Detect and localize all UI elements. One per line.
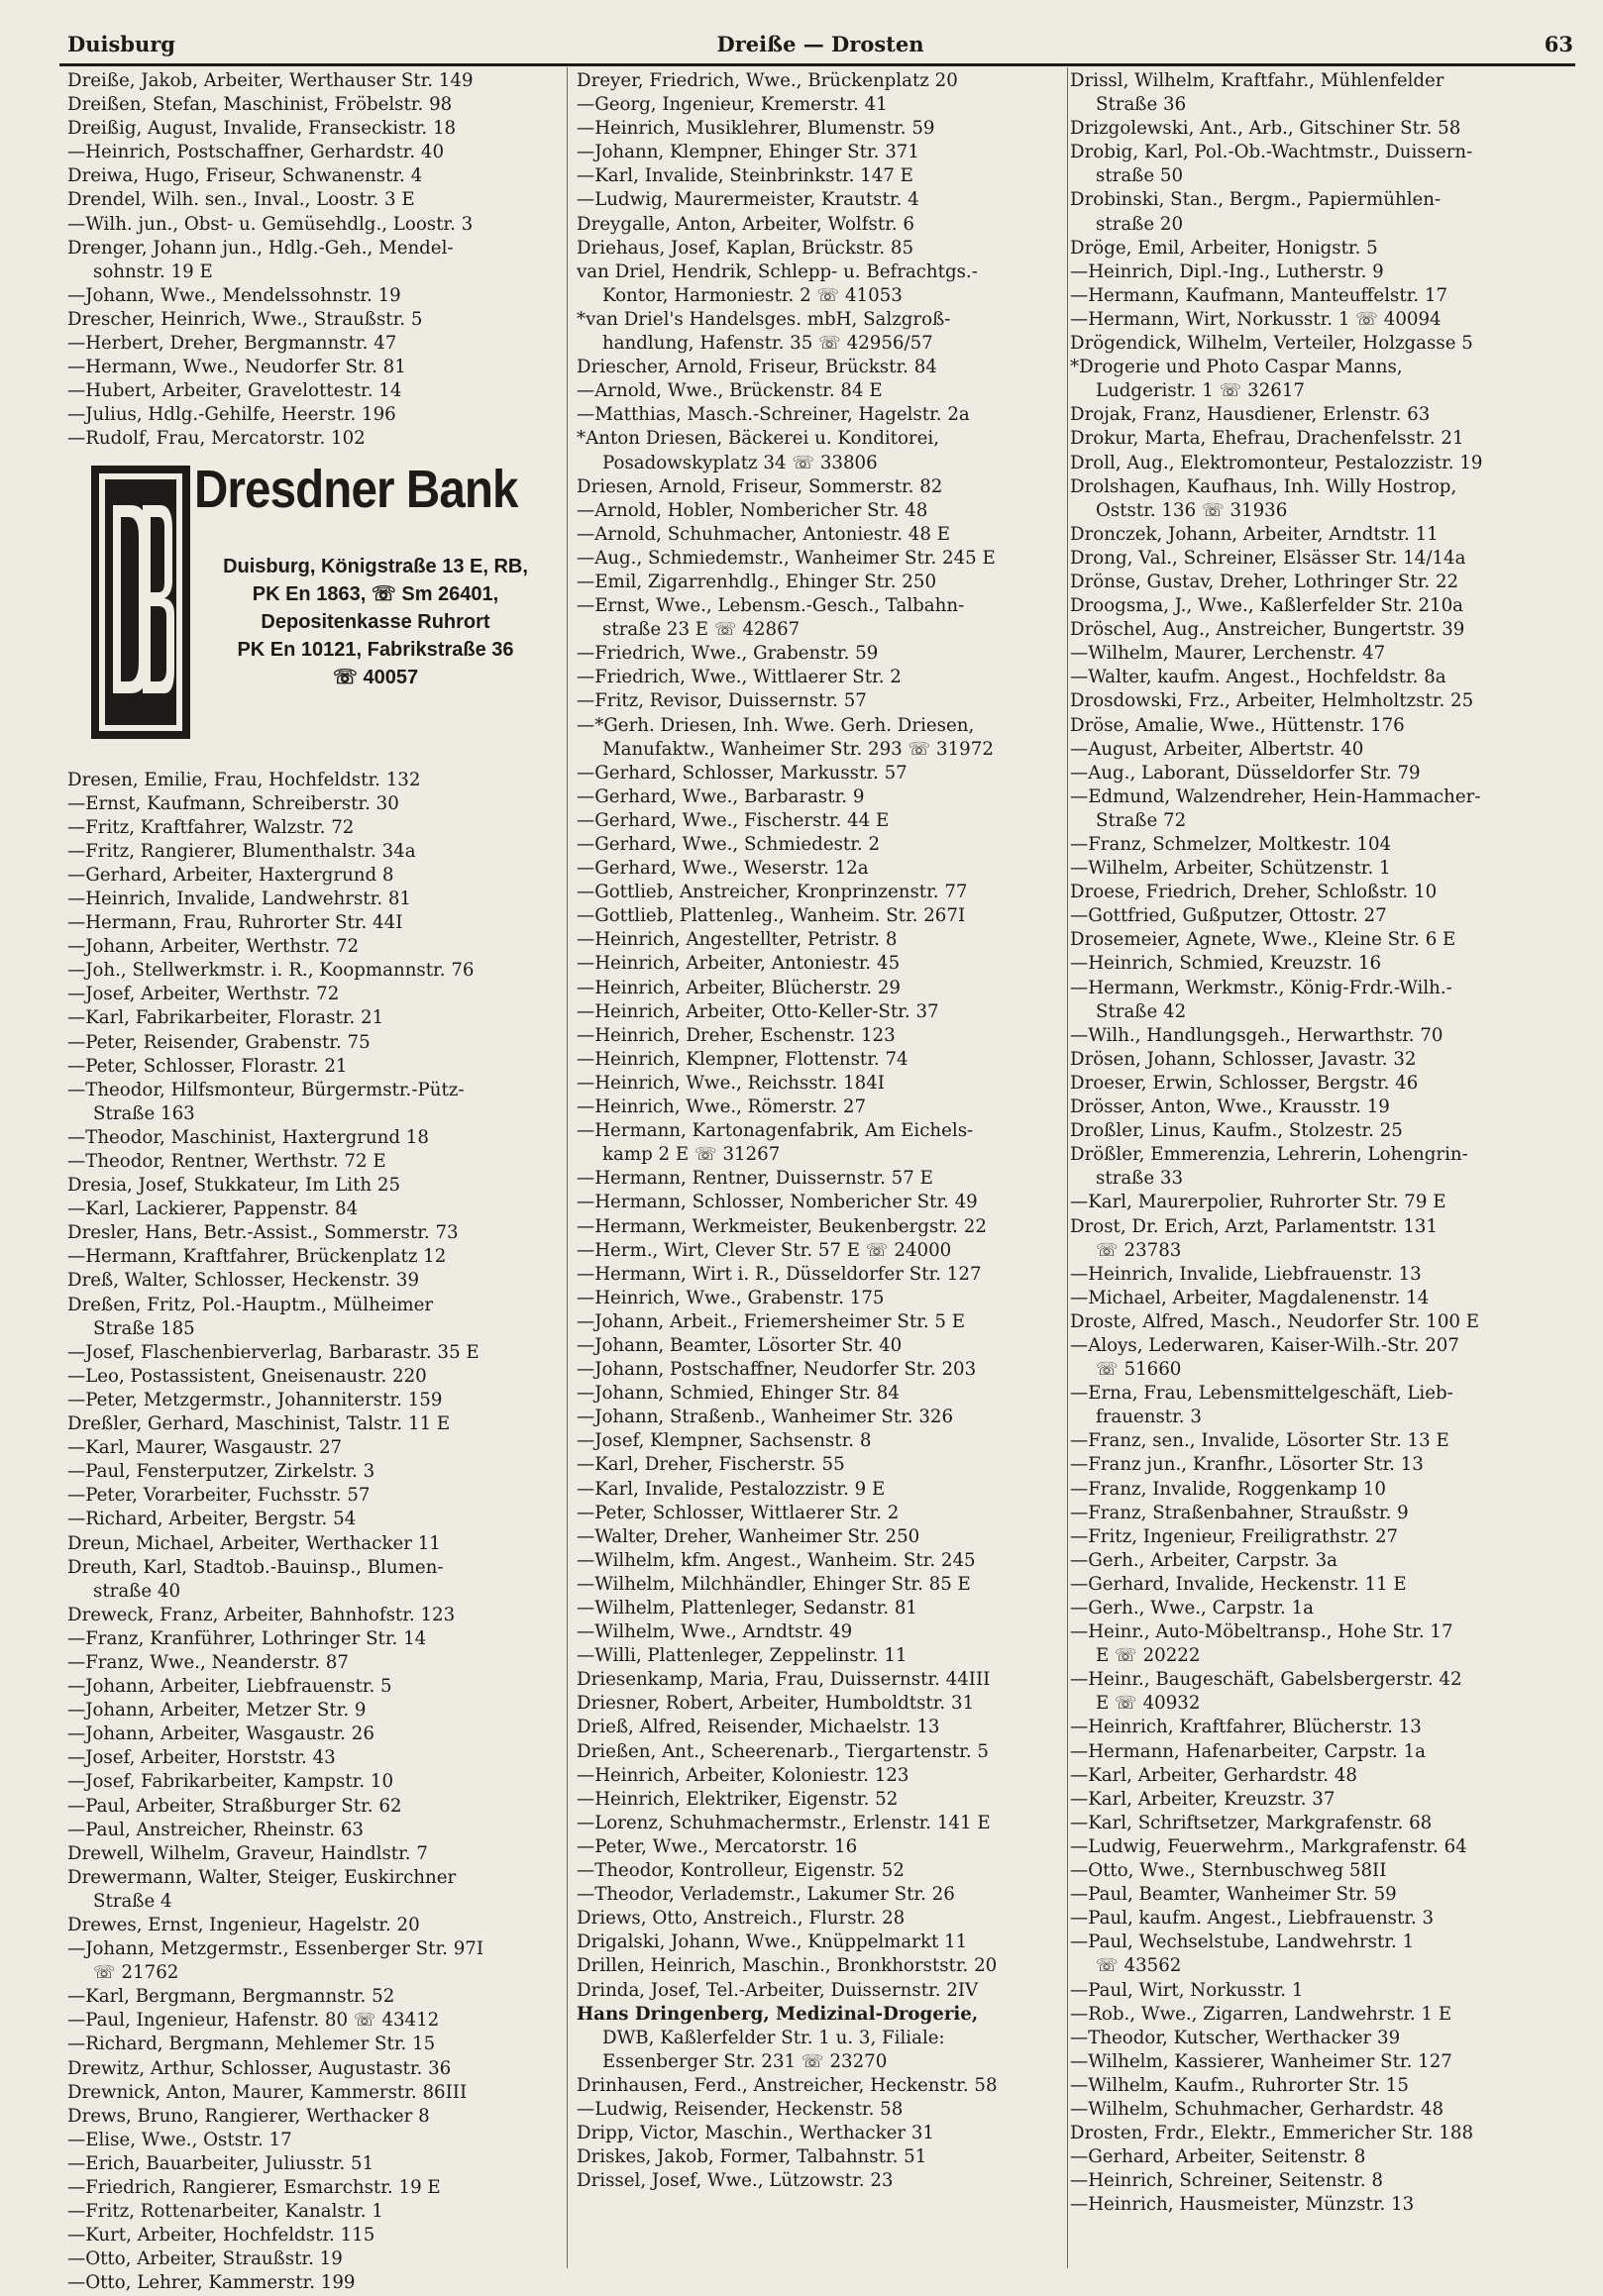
directory-entry: straße 33 (1096, 1168, 1184, 1190)
directory-entry: —Walter, kaufm. Angest., Hochfeldstr. 8a (1070, 667, 1446, 688)
directory-entry: —Karl, Maurerpolier, Ruhrorter Str. 79 E (1070, 1192, 1446, 1213)
directory-entry: Droeser, Erwin, Schlosser, Bergstr. 46 (1070, 1072, 1419, 1094)
directory-entry: Drendel, Wilh. sen., Inval., Loostr. 3 E (67, 189, 415, 211)
directory-entry: —Karl, Fabrikarbeiter, Florastr. 21 (67, 1007, 384, 1029)
directory-entry: straße 50 (1096, 165, 1184, 187)
directory-entry: Dreyer, Friedrich, Wwe., Brückenplatz 20 (577, 70, 958, 91)
directory-entry: —Karl, Arbeiter, Kreuzstr. 37 (1070, 1788, 1336, 1810)
directory-entry: Hans Dringenberg, Medizinal-Drogerie, (577, 2003, 979, 2025)
directory-entry: —Heinrich, Dipl.-Ing., Lutherstr. 9 (1070, 261, 1384, 282)
directory-entry: van Driel, Hendrik, Schlepp- u. Befrachtgs.- (577, 261, 978, 282)
directory-entry: —Johann, Klempner, Ehinger Str. 371 (577, 142, 919, 163)
directory-entry: —Gerhard, Wwe., Barbarastr. 9 (577, 785, 865, 807)
directory-entry: —Rob., Wwe., Zigarren, Landwehrstr. 1 E (1070, 2003, 1452, 2025)
directory-entry: —Otto, Wwe., Sternbuschweg 58II (1070, 1860, 1387, 1882)
directory-entry: —Franz jun., Kranfhr., Lösorter Str. 13 (1070, 1454, 1424, 1476)
directory-entry: —Hermann, Kartonagenfabrik, Am Eichels- (577, 1120, 974, 1142)
directory-entry: Drinda, Josef, Tel.-Arbeiter, Duissernstr. 2IV (577, 1979, 979, 2001)
directory-entry: —Julius, Hdlg.-Gehilfe, Heerstr. 196 (67, 404, 396, 426)
directory-entry: —Walter, Dreher, Wanheimer Str. 250 (577, 1525, 920, 1547)
directory-entry: —Richard, Arbeiter, Bergstr. 54 (67, 1509, 357, 1530)
directory-entry: —Karl, Arbeiter, Gerhardstr. 48 (1070, 1764, 1357, 1786)
directory-entry: —Gerhard, Schlosser, Markusstr. 57 (577, 762, 908, 783)
directory-entry: Dreßler, Gerhard, Maschinist, Talstr. 11 E (67, 1413, 451, 1435)
column-1 (67, 69, 557, 2294)
directory-entry: —Karl, Invalide, Pestalozzistr. 9 E (577, 1478, 886, 1500)
directory-entry: —Heinrich, Invalide, Liebfrauenstr. 13 (1070, 1263, 1422, 1285)
directory-entry: Dröschel, Aug., Anstreicher, Bungertstr. 39 (1070, 619, 1465, 641)
header-range: Dreiße — Drosten (716, 32, 924, 56)
directory-entry: ☏ 23783 (1096, 1239, 1182, 1261)
directory-entry: E ☏ 20222 (1096, 1645, 1201, 1667)
directory-entry: —Wilhelm, Kaufm., Ruhrorter Str. 15 (1070, 2074, 1409, 2096)
directory-entry: —Herbert, Dreher, Bergmannstr. 47 (67, 333, 397, 355)
directory-entry: —Karl, Bergmann, Bergmannstr. 52 (67, 1986, 395, 2008)
directory-entry: straße 20 (1096, 213, 1184, 235)
directory-entry: Drieß, Alfred, Reisender, Michaelstr. 13 (577, 1717, 940, 1738)
directory-entry: —Ludwig, Maurermeister, Krautstr. 4 (577, 189, 919, 211)
directory-entry: —Paul, Wirt, Norkusstr. 1 (1070, 1979, 1304, 2001)
directory-entry: —Hermann, Werkmstr., König-Frdr.-Wilh.- (1070, 977, 1452, 998)
directory-entry: Drosemeier, Agnete, Wwe., Kleine Str. 6 E (1070, 929, 1456, 951)
directory-entry: —Johann, Arbeiter, Metzer Str. 9 (67, 1700, 367, 1722)
directory-entry: *Drogerie und Photo Caspar Manns, (1070, 357, 1403, 378)
directory-entry: —Theodor, Rentner, Werthstr. 72 E (67, 1151, 386, 1172)
directory-entry: Drokur, Marta, Ehefrau, Drachenfelsstr. 21 (1070, 428, 1464, 450)
directory-entry: —Aug., Schmiedemstr., Wanheimer Str. 245 E (577, 547, 996, 569)
dresdner-bank-logo-icon (91, 466, 190, 739)
directory-entry: Drießen, Ant., Scheerenarb., Tiergartenstr. 5 (577, 1740, 989, 1762)
directory-entry: ☏ 43562 (1096, 1955, 1182, 1977)
directory-entry: Dreß, Walter, Schlosser, Heckenstr. 39 (67, 1270, 420, 1292)
directory-entry: Dreiwa, Hugo, Friseur, Schwanenstr. 4 (67, 165, 423, 187)
directory-entry: —Hermann, Hafenarbeiter, Carpstr. 1a (1070, 1740, 1426, 1762)
directory-entry: Posadowskyplatz 34 ☏ 33806 (602, 452, 878, 473)
directory-entry: Drewell, Wilhelm, Graveur, Haindlstr. 7 (67, 1842, 428, 1864)
directory-entry: —Gerhard, Wwe., Fischerstr. 44 E (577, 809, 890, 831)
directory-entry: Driesner, Robert, Arbeiter, Humboldtstr. 31 (577, 1693, 975, 1715)
directory-entry: Dreiße, Jakob, Arbeiter, Werthauser Str. 149 (67, 70, 474, 91)
ad-line: PK En 1863, ☏ Sm 26401, (252, 582, 499, 605)
directory-entry: —Wilhelm, Milchhändler, Ehinger Str. 85 E (577, 1573, 971, 1595)
directory-entry: Drögendick, Wilhelm, Verteiler, Holzgasse 5 (1070, 333, 1473, 355)
directory-entry: —Theodor, Kutscher, Werthacker 39 (1070, 2027, 1401, 2048)
directory-entry: *van Driel's Handelsges. mbH, Salzgroß- (577, 308, 951, 330)
directory-entry: Manufaktw., Wanheimer Str. 293 ☏ 31972 (602, 738, 994, 760)
directory-entry: Drong, Val., Schreiner, Elsässer Str. 14/14a (1070, 547, 1466, 569)
directory-entry: —Karl, Schriftsetzer, Markgrafenstr. 68 (1070, 1812, 1433, 1833)
directory-entry: —Josef, Klempner, Sachsenstr. 8 (577, 1430, 872, 1452)
directory-entry: Dreuth, Karl, Stadtob.-Bauinsp., Blumen- (67, 1556, 444, 1578)
directory-entry: —Josef, Arbeiter, Horststr. 43 (67, 1747, 336, 1769)
directory-entry: —Hermann, Kaufmann, Manteuffelstr. 17 (1070, 284, 1448, 306)
directory-entry: straße 40 (93, 1580, 181, 1602)
directory-entry: —Gerhard, Wwe., Schmiedestr. 2 (577, 834, 881, 855)
directory-entry: Dreißen, Stefan, Maschinist, Fröbelstr. 98 (67, 94, 453, 116)
directory-entry: —Heinrich, Wwe., Reichsstr. 184I (577, 1072, 885, 1094)
directory-entry: —Peter, Metzgermstr., Johanniterstr. 159 (67, 1389, 443, 1410)
directory-entry: —Matthias, Masch.-Schreiner, Hagelstr. 2a (577, 404, 970, 426)
directory-entry: —Arnold, Schuhmacher, Antoniestr. 48 E (577, 523, 950, 545)
directory-entry: —Wilhelm, Arbeiter, Schützenstr. 1 (1070, 858, 1391, 880)
directory-entry: —Lorenz, Schuhmachermstr., Erlenstr. 141 E (577, 1812, 991, 1833)
ad-line: ☏ 40057 (332, 666, 419, 688)
directory-entry: —Fritz, Ingenieur, Freiligrathstr. 27 (1070, 1525, 1399, 1547)
directory-entry: —Paul, Wechselstube, Landwehrstr. 1 (1070, 1931, 1415, 1953)
directory-entry: Ludgeristr. 1 ☏ 32617 (1096, 380, 1305, 402)
directory-entry: Essenberger Str. 231 ☏ 23270 (602, 2050, 888, 2072)
directory-entry: —Wilhelm, Wwe., Arndtstr. 49 (577, 1621, 853, 1643)
column-2 (577, 69, 1064, 2268)
directory-entry: Drissl, Wilhelm, Kraftfahr., Mühlenfelder (1070, 70, 1444, 91)
directory-entry: —Paul, Anstreicher, Rheinstr. 63 (67, 1819, 364, 1840)
directory-entry: —Hermann, Frau, Ruhrorter Str. 44I (67, 912, 403, 934)
directory-entry: —Karl, Maurer, Wasgaustr. 27 (67, 1437, 343, 1459)
directory-entry: —Heinrich, Postschaffner, Gerhardstr. 40 (67, 142, 445, 163)
directory-entry: —Richard, Bergmann, Mehlemer Str. 15 (67, 2034, 436, 2055)
directory-entry: Kontor, Harmoniestr. 2 ☏ 41053 (602, 284, 903, 306)
directory-entry: Drissel, Josef, Wwe., Lützowstr. 23 (577, 2170, 894, 2192)
directory-entry: Drosdowski, Frz., Arbeiter, Helmholtzstr. 25 (1070, 690, 1474, 712)
directory-entry: —Willi, Plattenleger, Zeppelinstr. 11 (577, 1645, 908, 1667)
directory-entry: —Aloys, Lederwaren, Kaiser-Wilh.-Str. 207 (1070, 1334, 1459, 1356)
directory-entry: Drosten, Frdr., Elektr., Emmericher Str. 188 (1070, 2123, 1474, 2144)
directory-entry: Dripp, Victor, Maschin., Werthacker 31 (577, 2123, 934, 2144)
directory-entry: handlung, Hafenstr. 35 ☏ 42956/57 (602, 333, 933, 355)
directory-entry: —Peter, Schlosser, Wittlaerer Str. 2 (577, 1502, 900, 1523)
ad-line: Depositenkasse Ruhrort (261, 610, 490, 633)
column-2-entries (577, 69, 1064, 2193)
directory-entry: Dreygalle, Anton, Arbeiter, Wolfstr. 6 (577, 213, 914, 235)
directory-entry: —Joh., Stellwerkmstr. i. R., Koopmannstr. 76 (67, 960, 475, 982)
directory-entry: Drojak, Franz, Hausdiener, Erlenstr. 63 (1070, 404, 1431, 426)
directory-entry: —Heinrich, Wwe., Grabenstr. 175 (577, 1287, 885, 1308)
directory-entry: —Johann, Arbeiter, Wasgaustr. 26 (67, 1723, 374, 1745)
directory-entry: Drenger, Johann jun., Hdlg.-Geh., Mendel- (67, 237, 454, 259)
directory-entry: —Heinrich, Wwe., Römerstr. 27 (577, 1096, 867, 1118)
directory-entry: Drewes, Ernst, Ingenieur, Hagelstr. 20 (67, 1915, 420, 1935)
header-city: Duisburg (67, 32, 175, 56)
directory-entry: —Gerh., Wwe., Carpstr. 1a (1070, 1598, 1315, 1618)
directory-entry: Drizgolewski, Ant., Arb., Gitschiner Str. 58 (1070, 118, 1461, 140)
directory-entry: —Heinrich, Arbeiter, Otto-Keller-Str. 37 (577, 1000, 939, 1022)
directory-entry: —Hermann, Rentner, Duissernstr. 57 E (577, 1168, 933, 1190)
directory-entry: —Wilh., Handlungsgeh., Herwarthstr. 70 (1070, 1024, 1443, 1046)
ad-line: PK En 10121, Fabrikstraße 36 (237, 638, 514, 661)
directory-entry: —Johann, Beamter, Lösorter Str. 40 (577, 1334, 903, 1356)
directory-entry: Drewermann, Walter, Steiger, Euskirchner (67, 1866, 457, 1888)
directory-entry: —Heinr., Baugeschäft, Gabelsbergerstr. 42 (1070, 1669, 1462, 1691)
directory-entry: —Peter, Wwe., Mercatorstr. 16 (577, 1835, 858, 1857)
directory-entry: —Heinr., Auto-Möbeltransp., Hohe Str. 17 (1070, 1621, 1453, 1643)
directory-entry: *Anton Driesen, Bäckerei u. Konditorei, (577, 428, 939, 450)
directory-entry: —Erich, Bauarbeiter, Juliusstr. 51 (67, 2152, 374, 2174)
column-3-entries (1070, 69, 1577, 2217)
directory-entry: —Hermann, Schlosser, Nombericher Str. 49 (577, 1192, 978, 1213)
directory-entry: —Heinrich, Klempner, Flottenstr. 74 (577, 1048, 908, 1070)
directory-entry: Dreweck, Franz, Arbeiter, Bahnhofstr. 123 (67, 1604, 456, 1625)
directory-entry: Drobig, Karl, Pol.-Ob.-Wachtmstr., Duissern- (1070, 142, 1473, 163)
directory-entry: —Paul, Arbeiter, Straßburger Str. 62 (67, 1795, 402, 1817)
directory-entry: —Ludwig, Reisender, Heckenstr. 58 (577, 2098, 904, 2120)
directory-entry: Dresler, Hans, Betr.-Assist., Sommerstr. 73 (67, 1222, 459, 1244)
directory-entry: —Fritz, Revisor, Duissernstr. 57 (577, 690, 867, 712)
directory-entry: —Peter, Schlosser, Florastr. 21 (67, 1055, 348, 1077)
directory-entry: —Aug., Laborant, Düsseldorfer Str. 79 (1070, 762, 1421, 783)
directory-entry: Droste, Alfred, Masch., Neudorfer Str. 100 E (1070, 1310, 1480, 1332)
directory-entry: —Franz, sen., Invalide, Lösorter Str. 13 E (1070, 1430, 1449, 1452)
directory-entry: —Emil, Zigarrenhdlg., Ehinger Str. 250 (577, 571, 937, 592)
directory-entry: —Heinrich, Dreher, Eschenstr. 123 (577, 1024, 896, 1046)
directory-entry: —Theodor, Kontrolleur, Eigenstr. 52 (577, 1860, 905, 1882)
directory-entry: —Gerhard, Invalide, Heckenstr. 11 E (1070, 1573, 1407, 1595)
directory-entry: Drösser, Anton, Wwe., Krausstr. 19 (1070, 1096, 1390, 1118)
directory-entry: —Theodor, Hilfsmonteur, Bürgermstr.-Pütz- (67, 1079, 465, 1100)
directory-entry: —Fritz, Kraftfahrer, Walzstr. 72 (67, 816, 355, 838)
directory-entry: frauenstr. 3 (1096, 1407, 1202, 1428)
directory-entry: Drews, Bruno, Rangierer, Werthacker 8 (67, 2105, 430, 2127)
directory-entry: Drösen, Johann, Schlosser, Javastr. 32 (1070, 1048, 1417, 1070)
directory-entry: Dreißig, August, Invalide, Franseckistr. 18 (67, 118, 457, 140)
directory-entry: Drolshagen, Kaufhaus, Inh. Willy Hostrop, (1070, 475, 1457, 497)
directory-entry: —Peter, Reisender, Grabenstr. 75 (67, 1031, 371, 1053)
directory-entry: —Peter, Vorarbeiter, Fuchsstr. 57 (67, 1485, 371, 1507)
column-divider (1067, 67, 1068, 2268)
directory-entry: Dresen, Emilie, Frau, Hochfeldstr. 132 (67, 769, 421, 790)
directory-entry: —Georg, Ingenieur, Kremerstr. 41 (577, 94, 888, 116)
directory-entry: —Theodor, Maschinist, Haxtergrund 18 (67, 1126, 429, 1148)
directory-entry: —*Gerh. Driesen, Inh. Wwe. Gerh. Driesen, (577, 714, 975, 736)
directory-entry: —Hubert, Arbeiter, Gravelottestr. 14 (67, 380, 402, 402)
directory-entry: —Wilh. jun., Obst- u. Gemüsehdlg., Loostr. 3 (67, 213, 474, 235)
directory-entry: —Hermann, Wwe., Neudorfer Str. 81 (67, 357, 406, 378)
directory-entry: —Heinrich, Musiklehrer, Blumenstr. 59 (577, 118, 935, 140)
directory-entry: Drößler, Emmerenzia, Lehrerin, Lohengrin- (1070, 1144, 1468, 1166)
directory-entry: —Josef, Fabrikarbeiter, Kampstr. 10 (67, 1771, 394, 1793)
directory-entry: Dröge, Emil, Arbeiter, Honigstr. 5 (1070, 237, 1378, 259)
directory-entry: Straße 4 (93, 1890, 172, 1912)
directory-entry: —Wilhelm, Maurer, Lerchenstr. 47 (1070, 643, 1386, 665)
directory-entry: —Wilhelm, kfm. Angest., Wanheim. Str. 245 (577, 1549, 976, 1571)
directory-entry: kamp 2 E ☏ 31267 (602, 1144, 781, 1166)
directory-entry: —Edmund, Walzendreher, Hein-Hammacher- (1070, 785, 1481, 807)
directory-entry: Straße 72 (1096, 809, 1187, 831)
directory-entry: Straße 163 (93, 1102, 195, 1124)
directory-entry: —Arnold, Wwe., Brückenstr. 84 E (577, 380, 883, 402)
directory-entry: Dronczek, Johann, Arbeiter, Arndtstr. 11 (1070, 523, 1439, 545)
directory-entry: —Friedrich, Rangierer, Esmarchstr. 19 E (67, 2177, 441, 2199)
dresdner-bank-ad (67, 459, 557, 753)
directory-entry: Driesen, Arnold, Friseur, Sommerstr. 82 (577, 475, 943, 497)
directory-entry: —Josef, Arbeiter, Werthstr. 72 (67, 984, 340, 1005)
column-3 (1070, 69, 1577, 2268)
directory-entry: —Heinrich, Arbeiter, Antoniestr. 45 (577, 953, 901, 975)
directory-entry: Straße 36 (1096, 94, 1187, 116)
directory-entry: —Johann, Metzgermstr., Essenberger Str. 97I (67, 1938, 484, 1960)
directory-entry: Droese, Friedrich, Dreher, Schloßstr. 10 (1070, 882, 1438, 903)
directory-entry: sohnstr. 19 E (93, 261, 213, 282)
header-rule (59, 63, 1575, 66)
directory-entry: Straße 185 (93, 1317, 195, 1339)
directory-entry: —Paul, Ingenieur, Hafenstr. 80 ☏ 43412 (67, 2010, 440, 2032)
directory-entry: —Karl, Dreher, Fischerstr. 55 (577, 1454, 845, 1476)
directory-entry: E ☏ 40932 (1096, 1693, 1201, 1715)
directory-entry: —Franz, Straßenbahner, Straußstr. 9 (1070, 1502, 1409, 1523)
directory-entry: —Fritz, Rottenarbeiter, Kanalstr. 1 (67, 2201, 383, 2223)
directory-entry: Driskes, Jakob, Former, Talbahnstr. 51 (577, 2146, 927, 2168)
directory-entry: DWB, Kaßlerfelder Str. 1 u. 3, Filiale: (602, 2027, 945, 2048)
directory-entry: —Arnold, Hobler, Nombericher Str. 48 (577, 499, 928, 521)
directory-entry: Drinhausen, Ferd., Anstreicher, Heckenstr. 58 (577, 2074, 998, 2096)
directory-entry: Drost, Dr. Erich, Arzt, Parlamentstr. 131 (1070, 1215, 1439, 1237)
directory-entry: Drönse, Gustav, Dreher, Lothringer Str. 22 (1070, 571, 1459, 592)
directory-entry: —Wilhelm, Kassierer, Wanheimer Str. 127 (1070, 2050, 1452, 2072)
page-number: 63 (1544, 32, 1573, 56)
directory-entry: —Heinrich, Elektriker, Eigenstr. 52 (577, 1788, 899, 1810)
directory-entry: Drillen, Heinrich, Maschin., Bronkhorststr. 20 (577, 1955, 998, 1977)
directory-entry: Drescher, Heinrich, Wwe., Straußstr. 5 (67, 308, 423, 330)
directory-entry: —Hermann, Werkmeister, Beukenbergstr. 22 (577, 1215, 987, 1237)
directory-entry: —Rudolf, Frau, Mercatorstr. 102 (67, 428, 366, 450)
directory-entry: Oststr. 136 ☏ 31936 (1096, 499, 1288, 521)
ad-line: Duisburg, Königstraße 13 E, RB, (223, 555, 528, 577)
directory-entry: Straße 42 (1096, 1000, 1187, 1022)
directory-entry: —Hermann, Kraftfahrer, Brückenplatz 12 (67, 1246, 447, 1268)
directory-entry: —Heinrich, Schmied, Kreuzstr. 16 (1070, 953, 1382, 975)
column-1-entries-continued (67, 769, 557, 2296)
directory-entry: Droll, Aug., Elektromonteur, Pestalozzistr. 19 (1070, 452, 1483, 473)
directory-entry: Drobinski, Stan., Bergm., Papiermühlen- (1070, 189, 1442, 211)
directory-entry: —Johann, Arbeiter, Liebfrauenstr. 5 (67, 1676, 392, 1698)
directory-entry: —Friedrich, Wwe., Grabenstr. 59 (577, 643, 879, 665)
directory-entry: straße 23 E ☏ 42867 (602, 619, 801, 641)
directory-entry: —Gottlieb, Anstreicher, Kronprinzenstr. 77 (577, 882, 968, 903)
directory-entry: —Gerhard, Arbeiter, Seitenstr. 8 (1070, 2146, 1366, 2168)
directory-entry: —Karl, Invalide, Steinbrinkstr. 147 E (577, 165, 913, 187)
directory-entry: —Johann, Wwe., Mendelssohnstr. 19 (67, 284, 401, 306)
directory-entry: —Hermann, Wirt i. R., Düsseldorfer Str. 127 (577, 1263, 982, 1285)
directory-entry: —Leo, Postassistent, Gneisenaustr. 220 (67, 1365, 427, 1387)
directory-entry: —Heinrich, Schreiner, Seitenstr. 8 (1070, 2170, 1383, 2192)
directory-entry: Drewnick, Anton, Maurer, Kammerstr. 86III (67, 2081, 468, 2103)
directory-entry: Driescher, Arnold, Friseur, Brückstr. 84 (577, 357, 937, 378)
directory-entry: —August, Arbeiter, Albertstr. 40 (1070, 738, 1364, 760)
directory-entry: Driesenkamp, Maria, Frau, Duissernstr. 44III (577, 1669, 991, 1691)
directory-entry: —Gottlieb, Plattenleg., Wanheim. Str. 267I (577, 905, 966, 927)
directory-entry: —Johann, Arbeit., Friemersheimer Str. 5 E (577, 1310, 966, 1332)
directory-entry: —Herm., Wirt, Clever Str. 57 E ☏ 24000 (577, 1239, 952, 1261)
directory-entry: —Wilhelm, Plattenleger, Sedanstr. 81 (577, 1598, 917, 1618)
directory-entry: Dreßen, Fritz, Pol.-Hauptm., Mülheimer (67, 1294, 434, 1315)
directory-entry: Drewitz, Arthur, Schlosser, Augustastr. 36 (67, 2057, 452, 2079)
directory-entry: —Michael, Arbeiter, Magdalenenstr. 14 (1070, 1287, 1430, 1308)
running-head (67, 28, 1573, 63)
directory-entry: —Paul, kaufm. Angest., Liebfrauenstr. 3 (1070, 1908, 1435, 1930)
directory-entry: —Heinrich, Angestellter, Petristr. 8 (577, 929, 898, 951)
directory-entry: Driehaus, Josef, Kaplan, Brückstr. 85 (577, 237, 914, 259)
directory-entry: —Otto, Arbeiter, Straußstr. 19 (67, 2248, 343, 2270)
directory-entry: —Heinrich, Arbeiter, Blücherstr. 29 (577, 977, 901, 998)
directory-entry: —Gerhard, Wwe., Weserstr. 12a (577, 858, 869, 880)
directory-entry: —Franz, Wwe., Neanderstr. 87 (67, 1651, 349, 1673)
directory-entry: —Josef, Flaschenbierverlag, Barbarastr. 35 E (67, 1341, 480, 1363)
directory-entry: —Franz, Schmelzer, Moltkestr. 104 (1070, 834, 1392, 855)
directory-entry: —Erna, Frau, Lebensmittelgeschäft, Lieb- (1070, 1383, 1453, 1405)
column-divider (567, 67, 568, 2268)
directory-entry: —Friedrich, Wwe., Wittlaerer Str. 2 (577, 667, 902, 688)
directory-entry: —Gerh., Arbeiter, Carpstr. 3a (1070, 1549, 1338, 1571)
directory-entry: Driews, Otto, Anstreich., Flurstr. 28 (577, 1908, 906, 1930)
directory-entry: —Gottfried, Gußputzer, Ottostr. 27 (1070, 905, 1387, 927)
directory-entry: —Johann, Straßenb., Wanheimer Str. 326 (577, 1407, 954, 1428)
directory-entry: —Fritz, Rangierer, Blumenthalstr. 34a (67, 840, 416, 862)
directory-entry: —Heinrich, Invalide, Landwehrstr. 81 (67, 887, 411, 909)
ad-bank-name: Dresdner Bank (194, 459, 518, 519)
directory-entry: —Paul, Fensterputzer, Zirkelstr. 3 (67, 1461, 375, 1483)
directory-entry: —Johann, Schmied, Ehinger Str. 84 (577, 1383, 900, 1405)
directory-entry: —Johann, Postschaffner, Neudorfer Str. 203 (577, 1359, 977, 1381)
directory-entry: ☏ 21762 (93, 1962, 179, 1984)
directory-entry: Dresia, Josef, Stukkateur, Im Lith 25 (67, 1175, 401, 1197)
directory-entry: Droßler, Linus, Kaufm., Stolzestr. 25 (1070, 1120, 1403, 1142)
directory-entry: Dreun, Michael, Arbeiter, Werthacker 11 (67, 1532, 441, 1554)
column-1-entries (67, 69, 557, 452)
directory-entry: —Heinrich, Kraftfahrer, Blücherstr. 13 (1070, 1717, 1422, 1738)
directory-entry: —Franz, Kranführer, Lothringer Str. 14 (67, 1627, 427, 1649)
directory-entry: —Theodor, Verlademstr., Lakumer Str. 26 (577, 1884, 955, 1906)
directory-entry: —Franz, Invalide, Roggenkamp 10 (1070, 1478, 1386, 1500)
directory-entry: —Kurt, Arbeiter, Hochfeldstr. 115 (67, 2225, 375, 2246)
directory-entry: —Heinrich, Arbeiter, Koloniestr. 123 (577, 1764, 909, 1786)
directory-entry: Drigalski, Johann, Wwe., Knüppelmarkt 11 (577, 1931, 968, 1953)
directory-entry: —Ludwig, Feuerwehrm., Markgrafenstr. 64 (1070, 1835, 1467, 1857)
directory-entry: —Ernst, Kaufmann, Schreiberstr. 30 (67, 792, 399, 814)
ad-address-lines (194, 553, 557, 691)
directory-entry: ☏ 51660 (1096, 1359, 1182, 1381)
directory-entry: —Otto, Lehrer, Kammerstr. 199 (67, 2272, 356, 2294)
directory-entry: —Ernst, Wwe., Lebensm.-Gesch., Talbahn- (577, 595, 965, 617)
directory-entry: —Hermann, Wirt, Norkusstr. 1 ☏ 40094 (1070, 308, 1442, 330)
directory-entry: —Gerhard, Arbeiter, Haxtergrund 8 (67, 864, 394, 886)
directory-entry: —Paul, Beamter, Wanheimer Str. 59 (1070, 1884, 1397, 1906)
directory-entry: —Wilhelm, Schuhmacher, Gerhardstr. 48 (1070, 2098, 1444, 2120)
directory-entry: —Karl, Lackierer, Pappenstr. 84 (67, 1199, 359, 1220)
directory-entry: —Heinrich, Hausmeister, Münzstr. 13 (1070, 2194, 1415, 2216)
directory-entry: Dröse, Amalie, Wwe., Hüttenstr. 176 (1070, 714, 1405, 736)
directory-entry: —Johann, Arbeiter, Werthstr. 72 (67, 936, 360, 958)
directory-entry: Droogsma, J., Wwe., Kaßlerfelder Str. 210a (1070, 595, 1464, 617)
directory-entry: —Elise, Wwe., Oststr. 17 (67, 2129, 292, 2150)
